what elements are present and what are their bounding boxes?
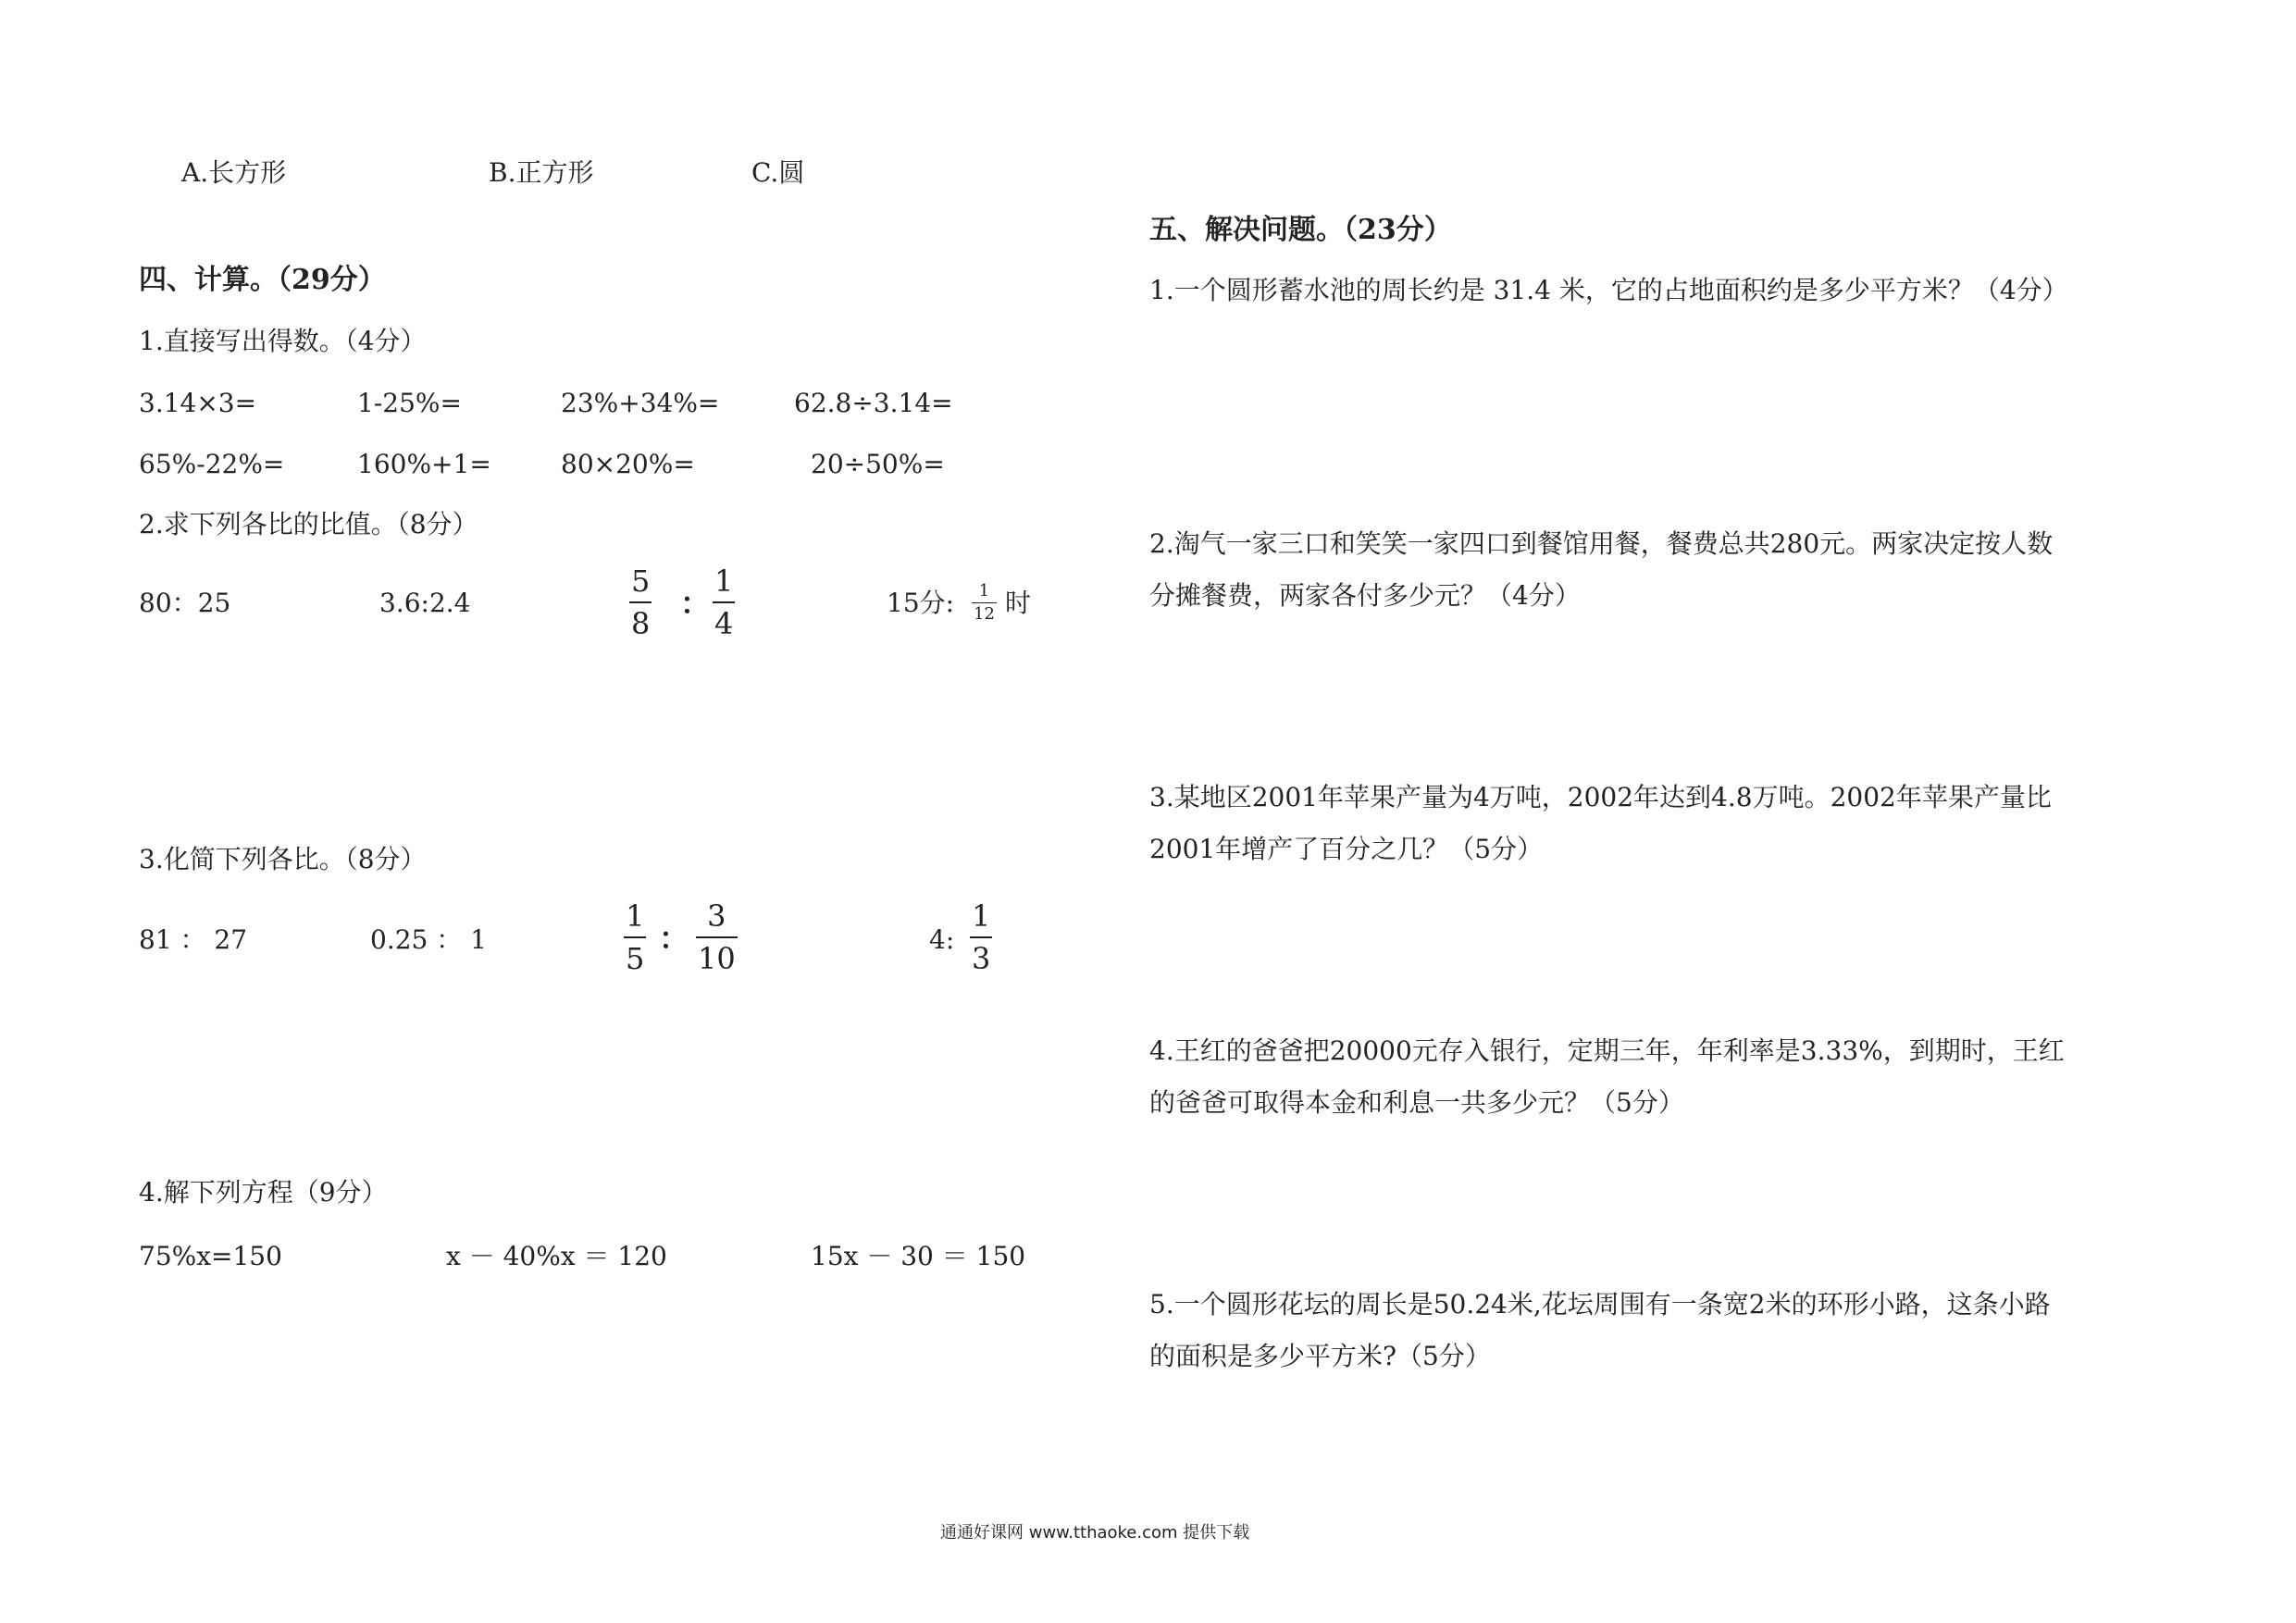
q2-item: 3.6:2.4 <box>379 588 471 618</box>
fraction-denominator: 3 <box>972 941 991 976</box>
fraction-numerator: 5 <box>631 564 651 599</box>
fraction-numerator: 1 <box>972 898 991 934</box>
fraction-bar <box>713 601 735 603</box>
equation: 75%x=150 <box>139 1241 282 1271</box>
q1-item: 23%+34%= <box>561 388 720 418</box>
equation: x － 40%x ＝ 120 <box>446 1241 667 1271</box>
fraction-denominator: 12 <box>974 604 995 624</box>
problem-4: 4.王红的爸爸把20000元存入银行，定期三年，年利率是3.33%，到期时，王红的爸爸可取得本金和利息一共多少元？（5分） <box>1149 1035 2065 1118</box>
q1-item: 3.14×3= <box>139 388 257 418</box>
problem-1: 1.一个圆形蓄水池的周长约是 31.4 米，它的占地面积约是多少平方米？（4分） <box>1149 275 2068 305</box>
q3-item: 0.25 ： 1 <box>370 924 487 955</box>
problem-3: 3.某地区2001年苹果产量为4万吨，2002年达到4.8万吨。2002年苹果产量比2001年增产了百分之几？（5分） <box>1149 782 2052 864</box>
problem-5: 5.一个圆形花坛的周长是50.24米,花坛周围有一条宽2米的环形小路，这条小路的面积是多少平方米?（5分） <box>1149 1289 2051 1371</box>
fraction-bar <box>972 602 997 603</box>
q3-fraction <box>624 898 646 976</box>
q2-item-prefix: 15分: <box>887 588 955 618</box>
q3-fraction <box>970 898 992 976</box>
q1-item: 62.8÷3.14= <box>794 388 953 418</box>
problem-2: 2.淘气一家三口和笑笑一家四口到餐馆用餐，餐费总共280元。两家决定按人数分摊餐费，两家各付多少元？（4分） <box>1149 528 2054 611</box>
section5-heading: 五、解决问题。（23分） <box>1149 214 1452 246</box>
fraction-bar <box>624 936 646 938</box>
fraction-numerator: 3 <box>707 898 726 934</box>
fraction-denominator: 8 <box>631 606 651 641</box>
q1-item: 80×20%= <box>561 449 695 479</box>
q3-item-prefix: 4: <box>929 924 955 955</box>
fraction-numerator: 1 <box>978 581 990 601</box>
q1-item: 65%-22%= <box>139 449 285 479</box>
q4-title: 4.解下列方程（9分） <box>139 1177 388 1208</box>
q1-title: 1.直接写出得数。（4分） <box>139 326 427 356</box>
q2-fraction-small <box>972 583 997 623</box>
ratio-colon: ： <box>680 586 711 621</box>
q2-item-suffix: 时 <box>1005 588 1032 618</box>
fraction-bar <box>629 601 652 603</box>
choice-b: B.正方形 <box>489 157 594 188</box>
q2-fraction <box>713 564 735 641</box>
q1-item: 160%+1= <box>357 449 491 479</box>
section4-heading: 四、计算。（29分） <box>139 264 386 296</box>
q3-title: 3.化简下列各比。（8分） <box>139 844 427 874</box>
fraction-denominator: 10 <box>698 941 736 976</box>
choice-c: C.圆 <box>751 157 805 188</box>
fraction-bar <box>970 936 992 938</box>
q3-item: 81 ： 27 <box>139 924 248 955</box>
fraction-denominator: 5 <box>626 941 645 976</box>
q2-item: 80：25 <box>139 588 231 618</box>
q1-item: 1-25%= <box>357 388 462 418</box>
choice-a: A.长方形 <box>181 157 287 188</box>
fraction-numerator: 1 <box>626 898 645 934</box>
q1-item: 20÷50%= <box>811 449 945 479</box>
fraction-numerator: 1 <box>714 564 734 599</box>
fraction-bar <box>696 936 738 938</box>
q2-fraction <box>629 564 652 641</box>
q3-fraction <box>696 898 738 976</box>
equation: 15x － 30 ＝ 150 <box>811 1241 1026 1271</box>
ratio-colon: ： <box>659 921 689 956</box>
fraction-denominator: 4 <box>714 606 734 641</box>
footer-credit: 通通好课网 www.tthaoke.com 提供下载 <box>940 1523 1250 1542</box>
q2-title: 2.求下列各比的比值。（8分） <box>139 509 478 539</box>
